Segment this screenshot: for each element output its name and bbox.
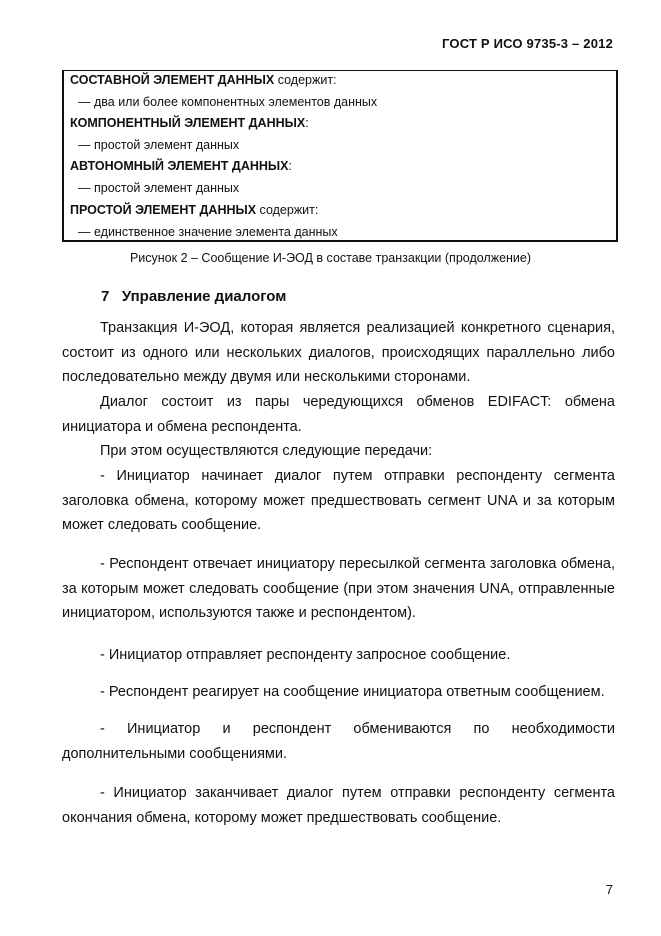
paragraph: Диалог состоит из пары чередующихся обменов EDIFACT: обмена инициатора и обмена респондента.: [62, 394, 615, 435]
figure-term-line: ПРОСТОЙ ЭЛЕМЕНТ ДАННЫХ содержит:: [70, 203, 319, 217]
list-item: - Инициатор заканчивает диалог путем отправки респонденту сегмента окончания обмена, которому может предшествовать сообщение.: [62, 785, 615, 826]
figure-box: [62, 70, 618, 242]
paragraph: Транзакция И-ЭОД, которая является реализацией конкретного сценария, состоит из одного или нескольких диалогов, происходящих параллельно либо последовательно между двумя или несколькими сторонами.: [62, 320, 615, 385]
figure-item-line: — два или более компонентных элементов данных: [78, 95, 378, 109]
figure-item-line: — простой элемент данных: [78, 138, 240, 152]
figure-caption: Рисунок 2 – Сообщение И-ЭОД в составе транзакции (продолжение): [129, 251, 532, 265]
paragraph: При этом осуществляются следующие передачи:: [100, 443, 433, 459]
page-number: 7: [605, 882, 613, 897]
list-item: - Респондент отвечает инициатору пересылкой сегмента заголовка обмена, за которым может следовать сообщение (при этом значения UNA, отправленные инициатором, используются также и респондентом).: [62, 556, 615, 621]
figure-term-line: СОСТАВНОЙ ЭЛЕМЕНТ ДАННЫХ содержит:: [70, 73, 337, 87]
section-heading: 7 Управление диалогом: [101, 288, 287, 305]
figure-term-line: КОМПОНЕНТНЫЙ ЭЛЕМЕНТ ДАННЫХ:: [70, 116, 309, 130]
list-item: - Инициатор и респондент обмениваются по необходимости дополнительными сообщениями.: [62, 721, 615, 762]
figure-item-line: — простой элемент данных: [78, 181, 240, 195]
list-item: - Инициатор отправляет респонденту запросное сообщение.: [100, 647, 511, 663]
figure-term-line: АВТОНОМНЫЙ ЭЛЕМЕНТ ДАННЫХ:: [70, 159, 292, 173]
list-item: - Респондент реагирует на сообщение инициатора ответным сообщением.: [100, 684, 605, 700]
figure-item-line: — единственное значение элемента данных: [78, 225, 338, 239]
list-item: - Инициатор начинает диалог путем отправки респонденту сегмента заголовка обмена, которому может предшествовать сегмент UNA и за которым может следовать сообщение.: [62, 468, 615, 533]
document-standard-id: ГОСТ Р ИСО 9735-3 – 2012: [442, 36, 613, 51]
